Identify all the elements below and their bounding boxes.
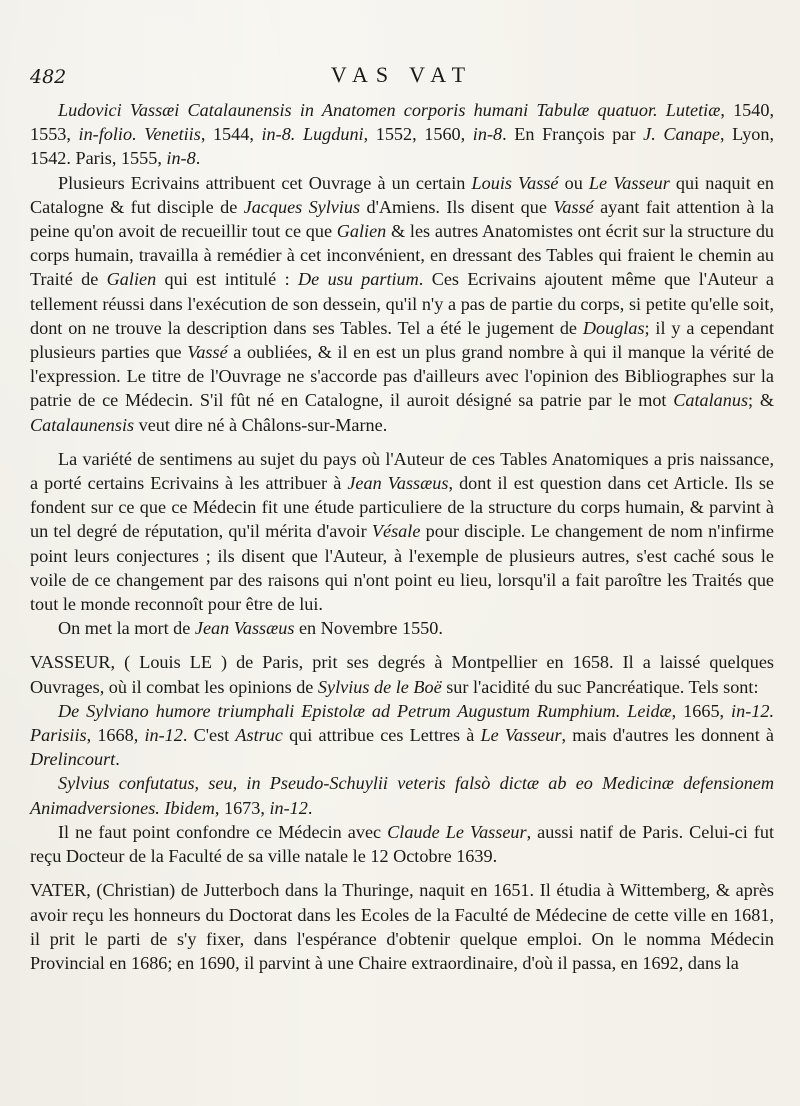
- text-run: , 1665,: [671, 700, 732, 721]
- paragraph: [30, 820, 774, 868]
- text-run: ou: [558, 172, 589, 193]
- italic-text: Jean Vassæus: [194, 618, 295, 639]
- italic-text: De Sylviano humore triumphali Epistolæ ad Petrum Augustum Rumphium. Leidæ: [58, 700, 672, 721]
- text-run: qui attribue ces Lettres à: [282, 725, 481, 746]
- italic-text: Galien: [106, 269, 157, 290]
- italic-text: De usu partium: [298, 269, 419, 290]
- page-header: [30, 62, 774, 92]
- italic-text: Ludovici Vassæi Catalaunensis in Anatomen corporis humani Tabulæ quatuor. Lutetiæ: [58, 100, 721, 120]
- text-run: . Ces Ecrivains ajoutent même que l'Auteur a tellement réussi dans l'exécution de son dessein, qu'il n'y a pas de partie du corps, si petite qu'elle soit, dont on ne trouve la description dans ses Tables. Tel a été le jugement de: [30, 269, 775, 338]
- text-run: VATER, (Christian) de Jutterboch dans la Thuringe, naquit en 1651. Il étudia à Wittemberg, & après avoir reçu les honneurs du Doctorat dans les Ecoles de la Faculté de Médecine de cette ville en 1681, il prit le parti de s'y fixer, dans l'espérance d'obtenir quelque emploi. On le nomma Médecin Provincial en 1686; en 1690, il parvint à une Chaire extraordinaire, d'où il passa, en 1692, dans la: [30, 880, 774, 973]
- italic-text: Le Vasseur: [588, 172, 670, 193]
- page-number: 482: [30, 66, 67, 88]
- text-run: ; il y a cependant plusieurs parties que: [30, 317, 775, 363]
- text-run: , 1540, 1553,: [30, 100, 775, 145]
- paragraph: [30, 699, 774, 772]
- entry-vasseur: [30, 640, 774, 868]
- text-run: , Lyon, 1542. Paris, 1555,: [30, 124, 775, 169]
- italic-text: Jean Vassæus: [347, 473, 449, 494]
- italic-text: Louis Vassé: [471, 172, 559, 193]
- entry-vater: [30, 868, 774, 975]
- text-run: veut dire né à Châlons-sur-Marne.: [134, 414, 388, 435]
- italic-text: in-12. Parisiis: [30, 700, 774, 746]
- text-run: . C'est: [182, 725, 236, 746]
- paragraph: [30, 171, 774, 437]
- paragraph: [30, 650, 774, 698]
- italic-text: Vassé: [187, 342, 228, 363]
- paragraph: [30, 616, 774, 640]
- italic-text: in-8: [472, 124, 503, 145]
- running-head: VAS VAT: [330, 62, 474, 87]
- italic-text: Claude Le Vasseur: [387, 821, 527, 842]
- italic-text: Catalanus: [673, 390, 749, 411]
- text-run: La variété de sentimens au sujet du pays où l'Auteur de ces Tables Anatomiques a pris naissance, a porté certains Ecrivains à les attribuer à: [30, 448, 774, 494]
- italic-text: in-12: [269, 797, 308, 818]
- text-run: On met la mort de: [58, 618, 195, 639]
- italic-text: Vassé: [553, 196, 594, 217]
- text-run: ; &: [748, 390, 774, 411]
- italic-text: Sylvius confutatus, seu, in Pseudo-Schuylii veteris falsò dictæ ab eo Medicinæ defensionem Animadversiones. Ibidem: [30, 773, 774, 818]
- text-run: qui naquit en Catalogne & fut disciple de: [30, 172, 774, 217]
- paragraph: [30, 447, 774, 616]
- italic-text: in-8: [166, 148, 196, 169]
- italic-text: Catalaunensis: [30, 414, 135, 435]
- text-run: sur l'acidité du suc Pancréatique. Tels sont:: [441, 676, 759, 697]
- text-run: , 1544,: [200, 124, 262, 145]
- italic-text: in-12: [144, 725, 183, 746]
- text-run: en Novembre 1550.: [294, 618, 443, 639]
- text-run: & les autres Anatomistes ont écrit sur la structure du corps humain, travailla à remédier à cet inconvénient, en dressant des Tables qui fraient le chemin au Traité de: [30, 221, 775, 290]
- paragraph: [30, 878, 774, 975]
- text-run: qui est intitulé :: [156, 269, 298, 290]
- paragraph-spacer: [30, 437, 774, 447]
- text-run: , mais d'autres les donnent à: [561, 725, 774, 746]
- italic-text: in-8. Lugduni: [261, 124, 364, 145]
- italic-text: Jacques Sylvius: [243, 196, 361, 217]
- italic-text: Sylvius de le Boë: [317, 676, 442, 697]
- text-run: , 1668,: [86, 725, 145, 746]
- paragraph-spacer: [30, 640, 774, 650]
- page-body: [30, 98, 774, 975]
- text-run: , 1673,: [214, 797, 270, 818]
- paragraph: [30, 98, 774, 171]
- italic-text: Le Vasseur: [480, 725, 562, 746]
- italic-text: Vésale: [371, 521, 421, 542]
- italic-text: Astruc: [235, 725, 283, 746]
- text-run: d'Amiens. Ils disent que: [360, 196, 554, 217]
- text-run: . En François par: [502, 124, 644, 145]
- text-run: .: [195, 148, 201, 169]
- entry-vassaei: [30, 98, 774, 640]
- italic-text: in-folio. Venetiis: [78, 124, 201, 145]
- paragraph: [30, 771, 774, 819]
- italic-text: Galien: [336, 221, 387, 242]
- text-run: VASSEUR, ( Louis LE ) de Paris, prit ses degrés à Montpellier en 1658. Il a laissé quelques Ouvrages, où il combat les opinions de: [30, 652, 774, 697]
- text-run: ayant fait attention à la peine qu'on avoit de recueillir tout ce que: [30, 196, 775, 242]
- text-run: Plusieurs Ecrivains attribuent cet Ouvrage à un certain: [58, 172, 472, 193]
- text-run: a oubliées, & il en est un plus grand nombre à qui il manque la vérité de l'expression. Le titre de l'Ouvrage ne s'accorde pas d'ailleurs avec l'opinion des Bibliographes sur la patrie de ce Médecin. S'il fût né en Catalogne, il auroit désigné sa patrie par le mot: [30, 342, 774, 411]
- text-run: pour disciple. Le changement de nom n'infirme point leurs conjectures ; ils disent que l'Auteur, à l'exemple de plusieurs autres, s'est caché sous le voile de ce changement par des raisons qui n'ont point eu lieu, lorsqu'il a fait paroître les Traités que tout le monde reconnoît pour être de lui.: [30, 521, 774, 615]
- paragraph-spacer: [30, 868, 774, 878]
- text-run: , 1552, 1560,: [363, 124, 473, 145]
- italic-text: Drelincourt: [30, 749, 116, 770]
- text-run: , aussi natif de Paris. Celui-ci fut reçu Docteur de la Faculté de sa ville natale le 12 Octobre 1639.: [30, 821, 774, 867]
- text-run: , dont il est question dans cet Article. Ils se fondent sur ce que ce Médecin fit une étude particuliere de la structure du corps humain, & parvint à un tel degré de réputation, qu'il mérita d'avoir: [30, 473, 774, 542]
- italic-text: Douglas: [582, 317, 645, 338]
- text-run: Il ne faut point confondre ce Médecin avec: [58, 821, 388, 842]
- italic-text: J. Canape: [643, 124, 720, 145]
- text-run: .: [115, 749, 120, 770]
- text-run: .: [307, 797, 313, 818]
